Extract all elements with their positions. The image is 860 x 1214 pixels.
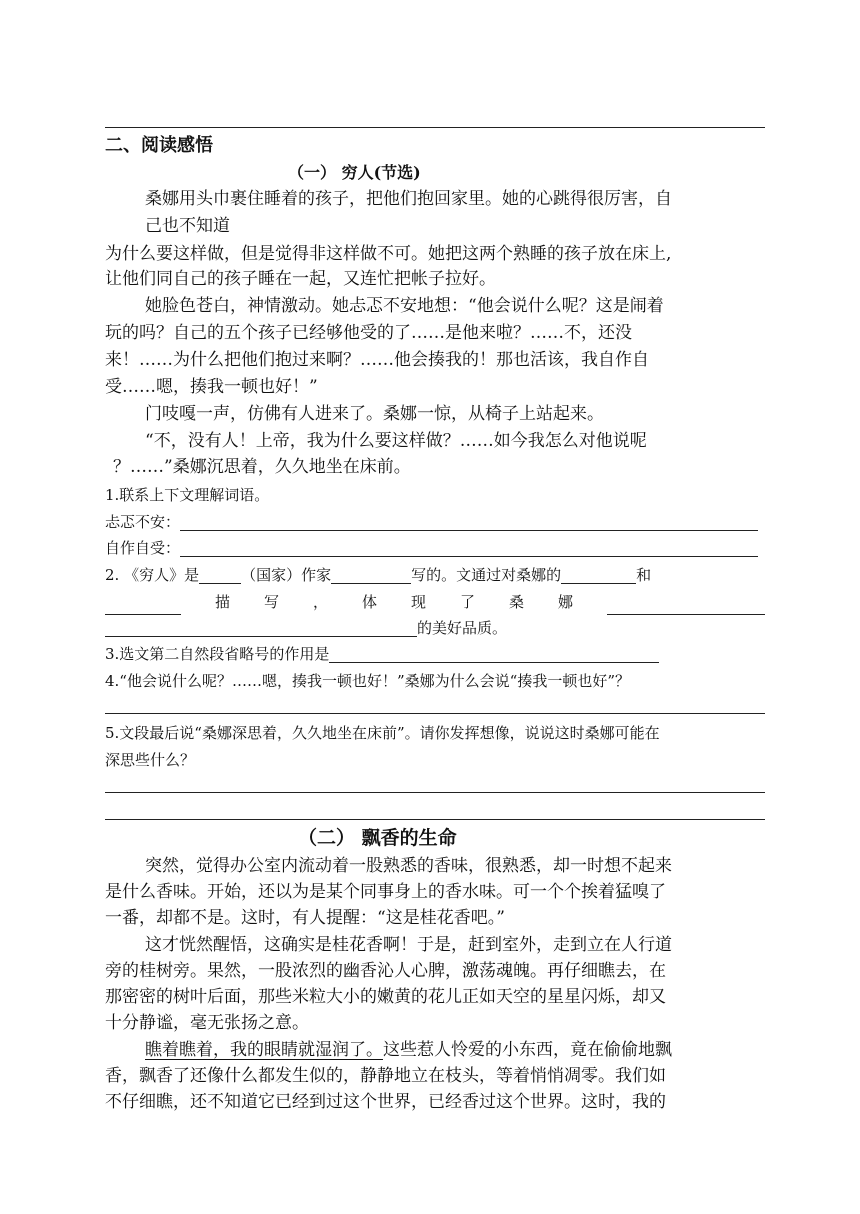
answer-blank[interactable] [331,565,411,584]
underlined-sentence: 瞧着瞧着，我的眼睛就湿润了。 [145,1040,383,1060]
passage2-line: 十分静谧，毫无张扬之意。 [105,1013,309,1033]
q2-text-a: 2. 《穷人》是 [105,566,200,584]
passage2-line: 旁的桂树旁。果然，一股浓烈的幽香沁人心脾，激荡魂魄。再仔细瞧去，在 [105,961,666,981]
question-2-row-3 [105,615,765,641]
answer-line[interactable] [105,792,765,793]
passage2-title: （二） 飘香的生命 [298,827,457,849]
passage1-line: ？……”桑娜沉思着，久久地坐在床前。 [113,457,411,477]
q2-text-b: （国家）作家 [241,566,332,584]
passage1-line: 来！……为什么把他们抱过来啊？……他会揍我的！那也活该，我自作自 [105,350,649,370]
q3-text: 3.选文第二自然段省略号的作用是 [105,645,330,663]
q2-char: 桑 [508,593,524,611]
passage1-line: “不，没有人！上帝，我为什么要这样做？……如今我怎么对他说呢 [145,431,647,451]
q2-char: ， [312,593,328,611]
q2-char: 描 [214,593,230,611]
answer-blank[interactable] [199,565,241,584]
question-5-line-1: 5.文段最后说“桑娜深思着，久久地坐在床前”。请你发挥想像，说说这时桑娜可能在 [105,724,660,742]
word-label: 自作自受： [105,539,181,557]
word-label: 忐忑不安： [105,513,181,531]
section-title: 二、阅读感悟 [105,135,213,156]
passage2-line: 突然，觉得办公室内流动着一股熟悉的香味，很熟悉，却一时想不起来 [145,856,672,876]
passage1-line: 门吱嘎一声，仿佛有人进来了。桑娜一惊，从椅子上站起来。 [145,404,604,424]
answer-blank[interactable] [180,512,758,531]
answer-blank[interactable] [607,596,765,615]
question-1-word-1 [105,509,765,535]
question-4: 4.“他会说什么呢？……嗯，揍我一顿也好！”桑娜为什么会说“揍我一顿也好”？ [105,672,630,690]
q2-char: 写 [263,593,279,611]
q2-text-c: 写的。文通过对桑娜的 [411,566,562,584]
passage2-line: 这才恍然醒悟，这确实是桂花香啊！于是，赶到室外，走到立在人行道 [145,935,672,955]
passage1-line: 桑娜用头巾裹住睡着的孩子，把他们抱回家里。她的心跳得很厉害，自 [145,189,672,209]
answer-blank[interactable] [180,538,758,557]
passage1-line: 她脸色苍白，神情激动。她忐忑不安地想：“他会说什么呢？这是闹着 [145,296,664,316]
passage2-line: 不仔细瞧，还不知道它已经到过这个世界，已经香过这个世界。这时，我的 [105,1092,666,1112]
passage1-line: 受……嗯，揍我一顿也好！” [105,377,318,397]
passage2-line: 香，飘香了还像什么都发生似的，静静地立在枝头，等着悄悄凋零。我们如 [105,1066,666,1086]
q2-char: 娜 [557,593,573,611]
answer-blank[interactable] [561,565,636,584]
answer-blank[interactable] [329,644,659,663]
q2-end: 的美好品质。 [417,619,508,637]
sentence-continuation: 这些惹人怜爱的小东西，竟在偷偷地飘 [383,1040,672,1060]
passage1-title: （一） 穷人(节选) [288,163,421,182]
passage2-line: 一番，却都不是。这时，有人提醒：“这是桂花香吧。” [105,908,505,928]
passage1-line: 为什么要这样做，但是觉得非这样做不可。她把这两个熟睡的孩子放在床上, [105,244,672,264]
passage1-line: 玩的吗？自己的五个孩子已经够他受的了……是他来啦？……不，还没 [105,323,632,343]
question-5-line-2: 深思些什么？ [105,751,196,769]
question-2-row-2 [105,589,765,615]
passage2-line [145,1037,765,1063]
passage2-line: 那密密的树叶后面，那些米粒大小的嫩黄的花儿正如天空的星星闪烁，却又 [105,987,666,1007]
question-3 [105,641,765,667]
answer-line[interactable] [105,713,765,714]
q2-text-d: 和 [636,566,652,584]
q2-char: 了 [459,593,475,611]
q2-char: 现 [410,593,426,611]
passage1-line: 让他们同自己的孩子睡在一起，又连忙把帐子拉好。 [105,269,496,289]
passage1-line: 己也不知道 [145,216,230,236]
q2-char: 体 [361,593,377,611]
passage2-line: 是什么香味。开始，还以为是某个同事身上的香水味。可一个个挨着猛嗅了 [105,882,666,902]
question-1-word-2 [105,535,765,561]
top-divider [105,127,765,128]
answer-blank[interactable] [105,618,417,637]
section-divider [105,819,765,820]
question-1: 1.联系上下文理解词语。 [105,486,270,504]
answer-blank[interactable] [105,596,181,615]
question-2 [105,562,765,588]
